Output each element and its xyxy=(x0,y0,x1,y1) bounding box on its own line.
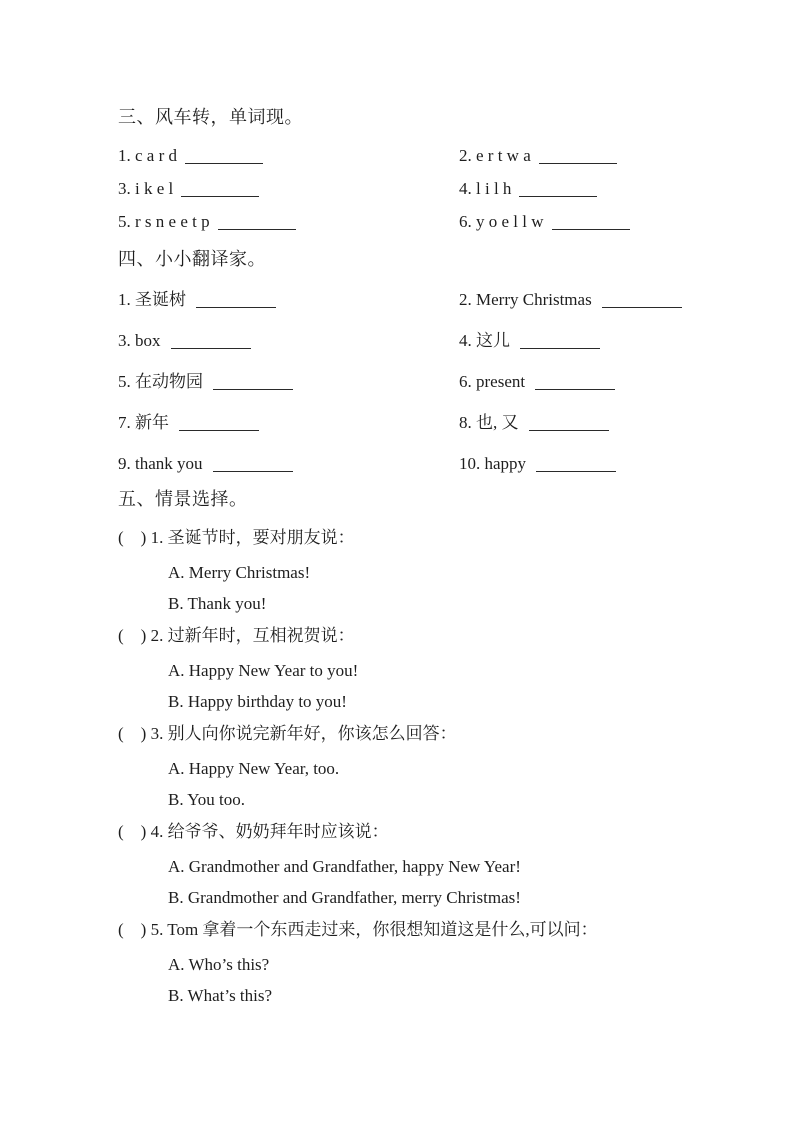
answer-blank xyxy=(171,346,251,349)
fill-item xyxy=(459,452,738,476)
answer-blank xyxy=(520,346,600,349)
answer-blank xyxy=(535,387,615,390)
fill-item-label: 8. 也, 又 xyxy=(459,413,519,432)
answer-blank xyxy=(213,469,293,472)
fill-item xyxy=(459,288,738,312)
answer-option: B. Happy birthday to you! xyxy=(168,692,347,711)
fill-item-label: 5. 在动物园 xyxy=(118,372,203,391)
fill-item-label: 5. r s n e e t p xyxy=(118,212,210,231)
answer-blank xyxy=(519,194,597,197)
question-prompt: ( ) 2. 过新年时，互相祝贺说： xyxy=(118,626,355,645)
fill-item xyxy=(459,411,738,435)
answer-option: A. Happy New Year, too. xyxy=(168,759,340,778)
fill-item xyxy=(118,145,459,166)
fill-item-label: 6. present xyxy=(459,372,526,391)
answer-option: A. Happy New Year to you! xyxy=(168,661,359,680)
fill-item-label: 6. y o e l l w xyxy=(459,212,544,231)
answer-blank xyxy=(179,428,259,431)
word-unscramble-items xyxy=(118,145,738,232)
answer-blank xyxy=(602,305,682,308)
answer-blank xyxy=(213,387,293,390)
situational-questions xyxy=(118,526,738,1007)
fill-item-label: 1. 圣诞树 xyxy=(118,290,186,309)
fill-item xyxy=(459,178,738,199)
fill-item-label: 4. 这儿 xyxy=(459,331,510,350)
answer-option: A. Grandmother and Grandfather, happy New Year! xyxy=(168,857,521,876)
question-prompt: ( ) 5. Tom 拿着一个东西走过来，你很想知道这是什么,可以问： xyxy=(118,920,598,939)
answer-option: A. Merry Christmas! xyxy=(168,563,311,582)
translation-items xyxy=(118,288,738,476)
answer-option: B. Grandmother and Grandfather, merry Christmas! xyxy=(168,888,521,907)
choice-question xyxy=(118,820,738,909)
fill-item-label: 7. 新年 xyxy=(118,413,169,432)
choice-question xyxy=(118,722,738,811)
answer-blank xyxy=(181,194,259,197)
answer-blank xyxy=(539,161,617,164)
answer-blank xyxy=(218,227,296,230)
fill-item xyxy=(118,370,459,394)
section-word-unscramble-heading: 三、风车转，单词现。 xyxy=(118,107,303,127)
fill-item-label: 4. l i l h xyxy=(459,179,512,198)
fill-item xyxy=(459,145,738,166)
section-word-unscramble xyxy=(118,106,738,232)
fill-item-label: 2. Merry Christmas xyxy=(459,290,592,309)
section-translation-heading: 四、小小翻译家。 xyxy=(118,249,266,269)
answer-option: B. You too. xyxy=(168,790,246,809)
fill-item-label: 3. i k e l xyxy=(118,179,174,198)
answer-blank xyxy=(196,305,276,308)
fill-item xyxy=(118,178,459,199)
fill-item xyxy=(118,211,459,232)
fill-item-label: 3. box xyxy=(118,331,161,350)
answer-blank xyxy=(536,469,616,472)
answer-option: B. Thank you! xyxy=(168,594,267,613)
answer-blank xyxy=(185,161,263,164)
fill-item xyxy=(459,329,738,353)
fill-item xyxy=(459,370,738,394)
choice-question xyxy=(118,918,738,1007)
fill-item xyxy=(118,411,459,435)
fill-item-label: 1. c a r d xyxy=(118,146,178,165)
fill-item-label: 2. e r t w a xyxy=(459,146,531,165)
question-prompt: ( ) 4. 给爷爷、奶奶拜年时应该说： xyxy=(118,822,389,841)
fill-item xyxy=(118,452,459,476)
fill-item-label: 10. happy xyxy=(459,454,527,473)
fill-item-label: 9. thank you xyxy=(118,454,203,473)
section-situational-choice xyxy=(118,488,738,1007)
choice-question xyxy=(118,624,738,713)
question-prompt: ( ) 1. 圣诞节时，要对朋友说： xyxy=(118,528,355,547)
question-prompt: ( ) 3. 别人向你说完新年好，你该怎么回答： xyxy=(118,724,457,743)
answer-option: B. What’s this? xyxy=(168,986,273,1005)
fill-item xyxy=(459,211,738,232)
section-situational-choice-heading: 五、情景选择。 xyxy=(118,489,248,509)
answer-blank xyxy=(552,227,630,230)
fill-item xyxy=(118,329,459,353)
fill-item xyxy=(118,288,459,312)
answer-option: A. Who’s this? xyxy=(168,955,270,974)
section-translation xyxy=(118,248,738,476)
choice-question xyxy=(118,526,738,615)
answer-blank xyxy=(529,428,609,431)
